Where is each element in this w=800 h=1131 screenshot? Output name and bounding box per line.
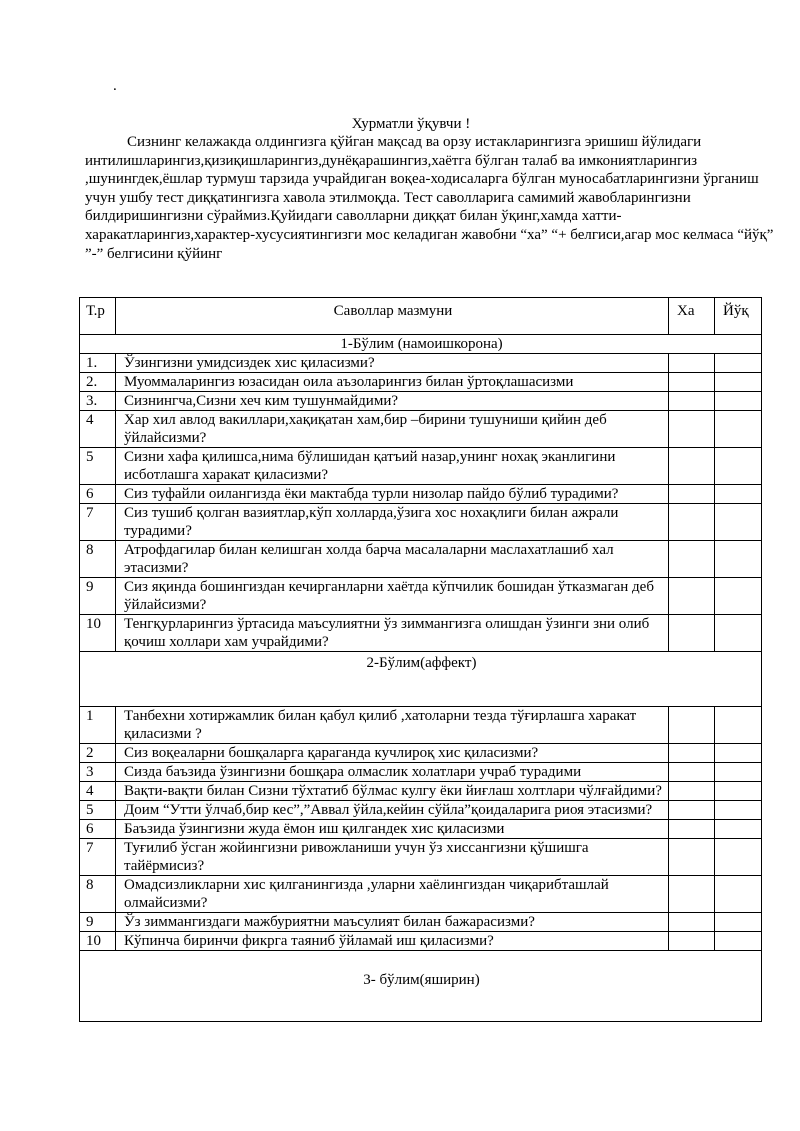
row-number: 10 [80,932,116,951]
question-text: Кўпинча биринчи фикрга таяниб ўйламай иш қиласизми? [116,932,669,951]
answer-no-cell[interactable] [715,801,762,820]
section-2-row [80,652,762,707]
answer-no-cell[interactable] [715,876,762,913]
greeting-title: Хурматли ўқувчи ! [351,116,471,132]
table-row [80,820,762,839]
answer-yes-cell[interactable] [669,707,715,744]
header-question: Саволлар мазмуни [116,298,669,335]
table-row [80,932,762,951]
row-number: 2. [80,373,116,392]
answer-yes-cell[interactable] [669,615,715,652]
question-text: Ўзингизни умидсиздек хис қиласизми? [116,354,669,373]
question-text: Ўз зиммангиздаги мажбуриятни маъсулият билан бажарасизми? [116,913,669,932]
question-text: Танбехни хотиржамлик билан қабул қилиб ,хатоларни тезда тўғирлашга харакат қиласизми ? [116,707,669,744]
row-number: 8 [80,541,116,578]
question-text: Хар хил авлод вакиллари,хақиқатан хам,бир –бирини тушуниши қийин деб ўйлайсизми? [116,411,669,448]
question-text: Тенгқурларингиз ўртасида маъсулиятни ўз зиммангизга олишдан ўзинги зни олиб қочиш холлари хам учрайдими? [116,615,669,652]
answer-no-cell[interactable] [715,763,762,782]
answer-no-cell[interactable] [715,373,762,392]
table-row [80,504,762,541]
table-row [80,392,762,411]
answer-yes-cell[interactable] [669,876,715,913]
row-number: 2 [80,744,116,763]
row-number: 7 [80,504,116,541]
answer-yes-cell[interactable] [669,354,715,373]
section-3-row [80,951,762,1022]
row-number: 3. [80,392,116,411]
table-row [80,615,762,652]
row-number: 1. [80,354,116,373]
question-text: Сизнингча,Сизни хеч ким тушунмайдими? [116,392,669,411]
table-row [80,801,762,820]
question-text: Баъзида ўзингизни жуда ёмон иш қилгандек хис қиласизми [116,820,669,839]
answer-yes-cell[interactable] [669,801,715,820]
answer-yes-cell[interactable] [669,411,715,448]
table-row [80,411,762,448]
answer-yes-cell[interactable] [669,839,715,876]
answer-no-cell[interactable] [715,578,762,615]
answer-no-cell[interactable] [715,707,762,744]
table-row [80,373,762,392]
answer-yes-cell[interactable] [669,744,715,763]
row-number: 5 [80,801,116,820]
answer-no-cell[interactable] [715,541,762,578]
answer-yes-cell[interactable] [669,504,715,541]
section-2-title: 2-Бўлим(аффект) [80,652,762,707]
answer-no-cell[interactable] [715,839,762,876]
answer-no-cell[interactable] [715,820,762,839]
header-yes: Ха [669,298,715,335]
question-text: Сиз воқеаларни бошқаларга қараганда кучлироқ хис қиласизми? [116,744,669,763]
question-text: Сиз тушиб қолган вазиятлар,кўп холларда,ўзига хос нохақлиги билан ажрали турадими? [116,504,669,541]
intro-paragraph: Сизнинг келажакда олдингизга қўйган мақсад ва орзу истакларингизга эришиш йўлидаги интилишларингиз,қизиқишларингиз,дунёқарашингиз,хаётга бўлган талаб ва имкониятларингиз ,шунингдек,ёшлар турмуш тарзида учрайдиган воқеа-ходисаларга бўлган муносабатларингизни ўрганиш учун ушбу тест диққатингизга хавола этилмоқда. Тест саволларига самимий жавобларингизни билдиришингизни сўраймиз.Қуйидаги саволларни диққат билан ўқинг,хамда хатти-харакатларингиз,характер-хусусиятингизги мос келадиган жавобни “ха” “+ белгиси,агар мос келмаса “йўқ” ”-” белгисини қўйинг [85,134,774,262]
answer-no-cell[interactable] [715,782,762,801]
table-row [80,913,762,932]
answer-no-cell[interactable] [715,485,762,504]
table-row [80,763,762,782]
row-number: 10 [80,615,116,652]
row-number: 4 [80,411,116,448]
questionnaire-table [79,297,762,1022]
table-row [80,876,762,913]
question-text: Омадсизликларни хис қилганингизда ,уларни хаёлингиздан чиқарибташлай олмайсизми? [116,876,669,913]
answer-no-cell[interactable] [715,411,762,448]
table-row [80,839,762,876]
section-3-title: 3- бўлим(яширин) [80,951,762,1022]
table-row [80,541,762,578]
row-number: 3 [80,763,116,782]
answer-yes-cell[interactable] [669,782,715,801]
answer-no-cell[interactable] [715,615,762,652]
answer-yes-cell[interactable] [669,820,715,839]
table-row [80,744,762,763]
table-header-row [80,298,762,335]
answer-yes-cell[interactable] [669,392,715,411]
row-number: 9 [80,578,116,615]
answer-yes-cell[interactable] [669,373,715,392]
table-row [80,707,762,744]
table-row [80,578,762,615]
question-text: Доим “Утти ўлчаб,бир кес”,”Аввал ўйла,кейин сўйла”қоидаларига риоя этасизми? [116,801,669,820]
stray-dot: . [113,78,117,94]
table-row [80,782,762,801]
table-row [80,354,762,373]
row-number: 7 [80,839,116,876]
table-row [80,485,762,504]
table-row [80,448,762,485]
question-text: Вақти-вақти билан Сизни тўхтатиб бўлмас кулгу ёки йиғлаш холтлари чўлғайдими? [116,782,669,801]
answer-no-cell[interactable] [715,744,762,763]
question-text: Сиз туфайли оилангизда ёки мактабда турли низолар пайдо бўлиб турадими? [116,485,669,504]
question-text: Сиз яқинда бошингиздан кечирганларни хаётда кўпчилик бошидан ўтказмаган деб ўйлайсизми? [116,578,669,615]
answer-yes-cell[interactable] [669,448,715,485]
answer-yes-cell[interactable] [669,932,715,951]
answer-yes-cell[interactable] [669,485,715,504]
question-text: Сизда баъзида ўзингизни бошқара олмаслик холатлари учраб турадими [116,763,669,782]
question-text: Муоммаларингиз юзасидан оила аъзоларингиз билан ўртоқлашасизми [116,373,669,392]
answer-no-cell[interactable] [715,448,762,485]
header-num: Т.р [80,298,116,335]
section-1-title: 1-Бўлим (намоишкорона) [80,335,762,354]
row-number: 9 [80,913,116,932]
answer-yes-cell[interactable] [669,913,715,932]
header-no: Йўқ [715,298,762,335]
row-number: 6 [80,485,116,504]
answer-yes-cell[interactable] [669,763,715,782]
question-text: Атрофдагилар билан келишган холда барча масалаларни маслахатлашиб хал этасизми? [116,541,669,578]
question-text: Сизни хафа қилишса,нима бўлишидан қатъий назар,унинг нохақ эканлигини исботлашга харакат қиласизми? [116,448,669,485]
row-number: 6 [80,820,116,839]
answer-no-cell[interactable] [715,932,762,951]
answer-no-cell[interactable] [715,392,762,411]
question-text: Туғилиб ўсган жойингизни ривожланиши учун ўз хиссангизни қўшишга тайёрмисиз? [116,839,669,876]
answer-yes-cell[interactable] [669,541,715,578]
row-number: 4 [80,782,116,801]
answer-no-cell[interactable] [715,913,762,932]
section-1-row [80,335,762,354]
answer-yes-cell[interactable] [669,578,715,615]
row-number: 5 [80,448,116,485]
row-number: 8 [80,876,116,913]
answer-no-cell[interactable] [715,504,762,541]
answer-no-cell[interactable] [715,354,762,373]
row-number: 1 [80,707,116,744]
